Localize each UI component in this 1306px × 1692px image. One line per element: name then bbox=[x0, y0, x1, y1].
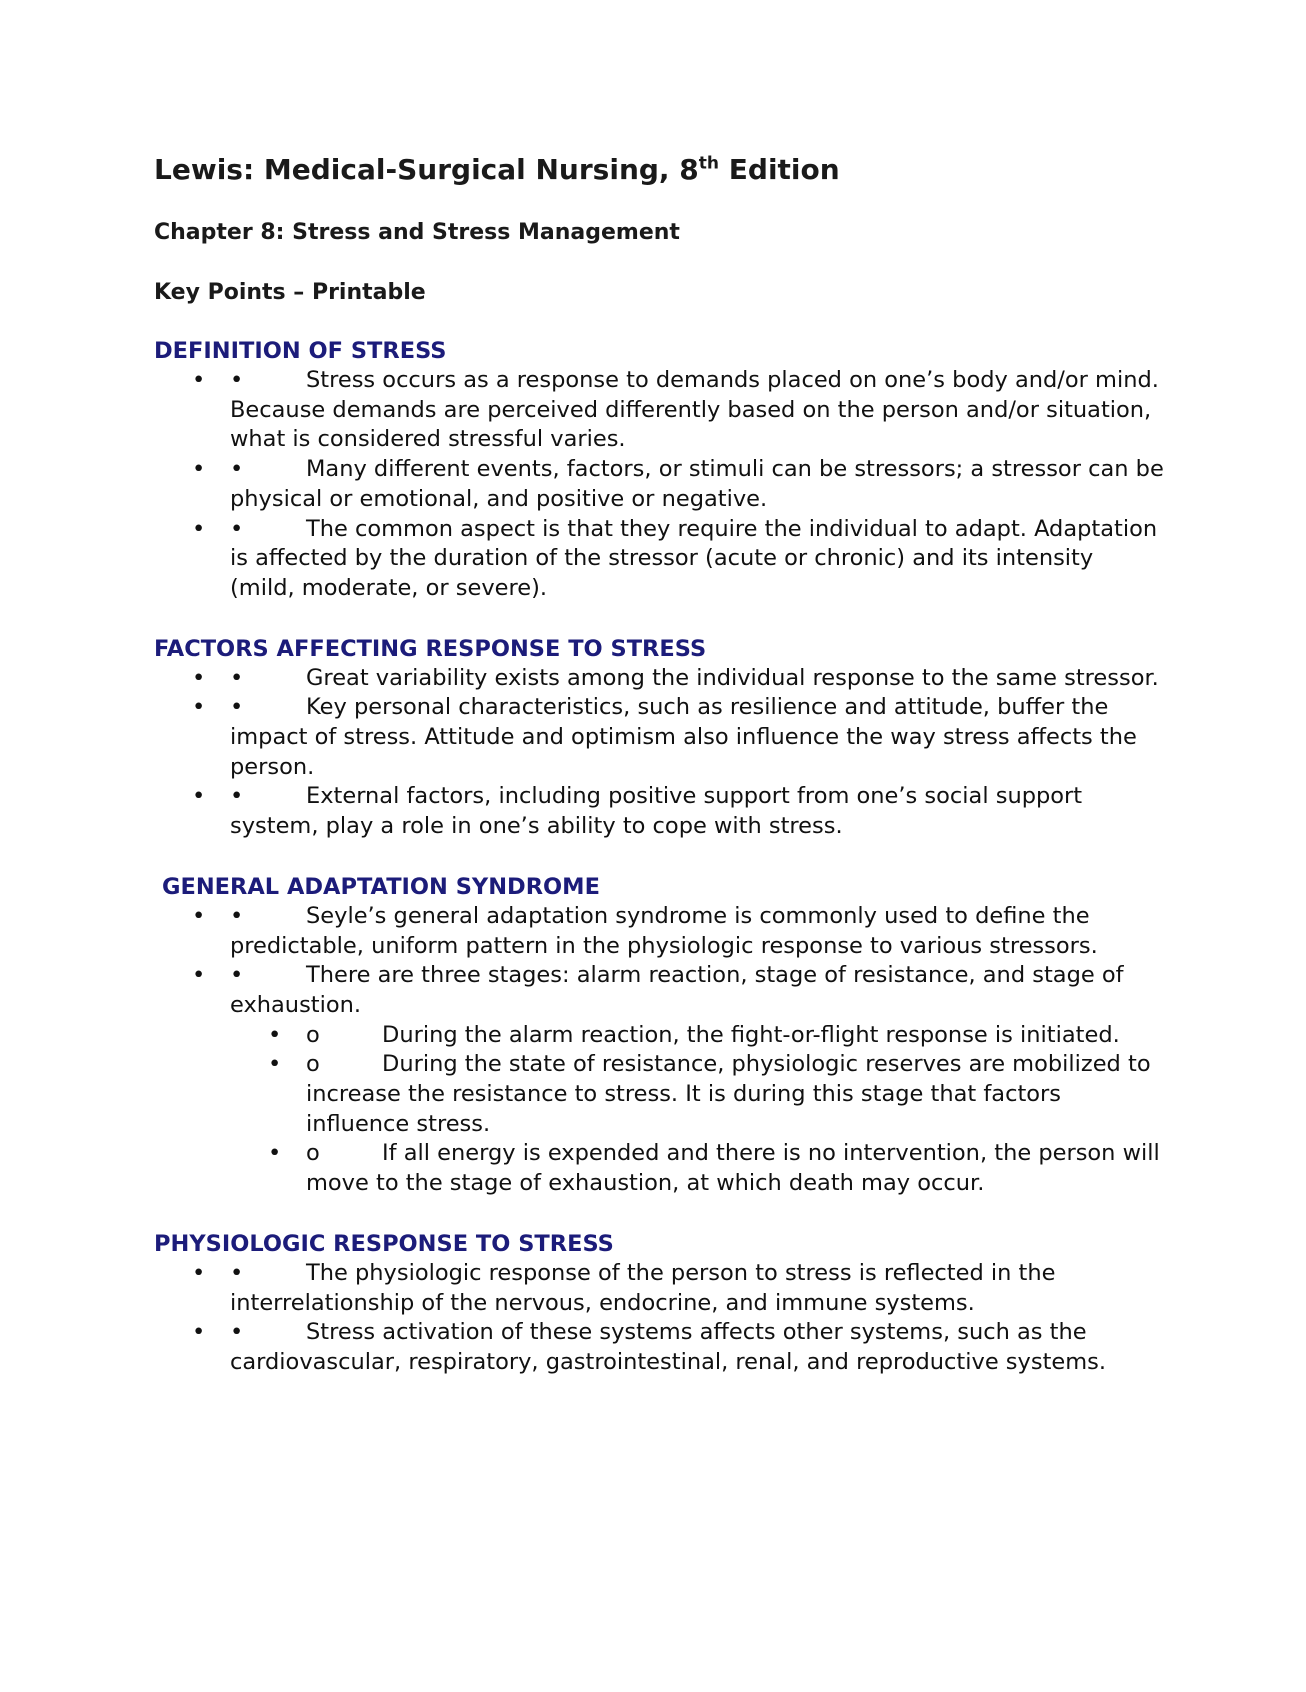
bullet-marker: • bbox=[192, 902, 206, 929]
bullet-list bbox=[154, 1259, 1164, 1378]
bullet-marker: • bbox=[230, 902, 244, 929]
sub-bullet-marker: o bbox=[306, 1021, 320, 1048]
item-text: Seyle’s general adaptation syndrome is commonly used to define the predictable, uniform pattern in the physiologic response to various stressors. bbox=[230, 902, 1098, 959]
bullet-marker: • bbox=[192, 783, 206, 810]
list-item bbox=[154, 693, 1164, 782]
section-title: DEFINITION OF STRESS bbox=[154, 338, 447, 364]
document-body bbox=[154, 150, 1164, 1408]
bullet-marker: • bbox=[230, 456, 244, 483]
bullet-marker: • bbox=[268, 1021, 282, 1048]
list-item bbox=[154, 1259, 1164, 1318]
bullet-marker: • bbox=[230, 1259, 244, 1286]
section-title: GENERAL ADAPTATION SYNDROME bbox=[162, 873, 600, 900]
bullet-list bbox=[154, 366, 1164, 604]
bullet-marker: • bbox=[192, 515, 206, 542]
bullet-list bbox=[154, 664, 1164, 842]
section-title: FACTORS AFFECTING RESPONSE TO STRESS bbox=[154, 635, 707, 662]
item-text: The physiologic response of the person to stress is reflected in the interrelationship of the nervous, endocrine, and immune systems. bbox=[230, 1259, 1056, 1316]
section-factors bbox=[154, 634, 1164, 842]
bullet-marker: • bbox=[192, 1259, 206, 1286]
item-text: If all energy is expended and there is no intervention, the person will move to the stage of exhaustion, at which death may occur. bbox=[306, 1140, 1160, 1197]
item-text: Stress occurs as a response to demands placed on one’s body and/or mind. Because demands are perceived differently based on the person and/or situation, what is considered stressful varies. bbox=[230, 367, 1159, 453]
bullet-marker: • bbox=[192, 694, 206, 721]
bullet-marker: • bbox=[230, 367, 244, 393]
item-text: Great variability exists among the individual response to the same stressor. bbox=[306, 664, 1159, 691]
key-points-heading: Key Points – Printable bbox=[154, 280, 426, 305]
list-item bbox=[154, 1318, 1164, 1377]
bullet-marker: • bbox=[192, 664, 206, 691]
item-text: Stress activation of these systems affects other systems, such as the cardiovascular, respiratory, gastrointestinal, renal, and reproductive systems. bbox=[230, 1319, 1107, 1375]
title-text: Lewis: Medical-Surgical Nursing, 8 bbox=[154, 153, 699, 186]
bullet-marker: • bbox=[230, 694, 244, 721]
sub-list-item bbox=[154, 1139, 1164, 1198]
item-text: During the alarm reaction, the fight-or-flight response is initiated. bbox=[382, 1021, 1120, 1048]
section-definition bbox=[154, 336, 1164, 604]
section-gas bbox=[154, 872, 1164, 1199]
bullet-marker: • bbox=[192, 1319, 206, 1346]
list-item bbox=[154, 664, 1164, 694]
bullet-list bbox=[154, 902, 1164, 1199]
bullet-marker: • bbox=[192, 367, 206, 393]
title-superscript: th bbox=[698, 153, 720, 174]
bullet-marker: • bbox=[230, 664, 244, 691]
item-text: Many different events, factors, or stimuli can be stressors; a stressor can be physical or emotional, and positive or negative. bbox=[230, 456, 1164, 512]
bullet-marker: • bbox=[230, 515, 244, 542]
list-item bbox=[154, 455, 1164, 514]
sub-list-item bbox=[154, 1021, 1164, 1051]
bullet-marker: • bbox=[230, 1319, 244, 1346]
list-item bbox=[154, 782, 1164, 841]
item-text: The common aspect is that they require the individual to adapt. Adaptation is affected by the duration of the stressor (acute or chronic) and its intensity (mild, moderate, or severe). bbox=[230, 515, 1158, 601]
section-physiologic bbox=[154, 1229, 1164, 1378]
sub-list-item bbox=[154, 1050, 1164, 1139]
item-text: There are three stages: alarm reaction, stage of resistance, and stage of exhaustion. bbox=[230, 962, 1124, 1018]
section-title: PHYSIOLOGIC RESPONSE TO STRESS bbox=[154, 1230, 614, 1257]
bullet-marker: • bbox=[192, 962, 206, 989]
document-title bbox=[154, 150, 1164, 190]
bullet-marker: • bbox=[230, 962, 244, 989]
list-item bbox=[154, 902, 1164, 961]
bullet-marker: • bbox=[192, 456, 206, 483]
title-edition: Edition bbox=[719, 153, 840, 186]
item-text: Key personal characteristics, such as resilience and attitude, buffer the impact of stress. Attitude and optimism also influence the way stress affects the person. bbox=[230, 694, 1137, 780]
sub-bullet-marker: o bbox=[306, 1051, 320, 1078]
list-item bbox=[154, 366, 1164, 455]
item-text: During the state of resistance, physiologic reserves are mobilized to increase the resistance to stress. It is during this stage that factors influence stress. bbox=[306, 1051, 1151, 1137]
list-item bbox=[154, 961, 1164, 1020]
list-item bbox=[154, 515, 1164, 604]
chapter-heading: Chapter 8: Stress and Stress Management bbox=[154, 220, 680, 245]
bullet-marker: • bbox=[268, 1140, 282, 1167]
sub-bullet-marker: o bbox=[306, 1140, 320, 1167]
item-text: External factors, including positive support from one’s social support system, play a role in one’s ability to cope with stress. bbox=[230, 783, 1083, 840]
bullet-marker: • bbox=[230, 783, 244, 810]
bullet-marker: • bbox=[268, 1051, 282, 1078]
